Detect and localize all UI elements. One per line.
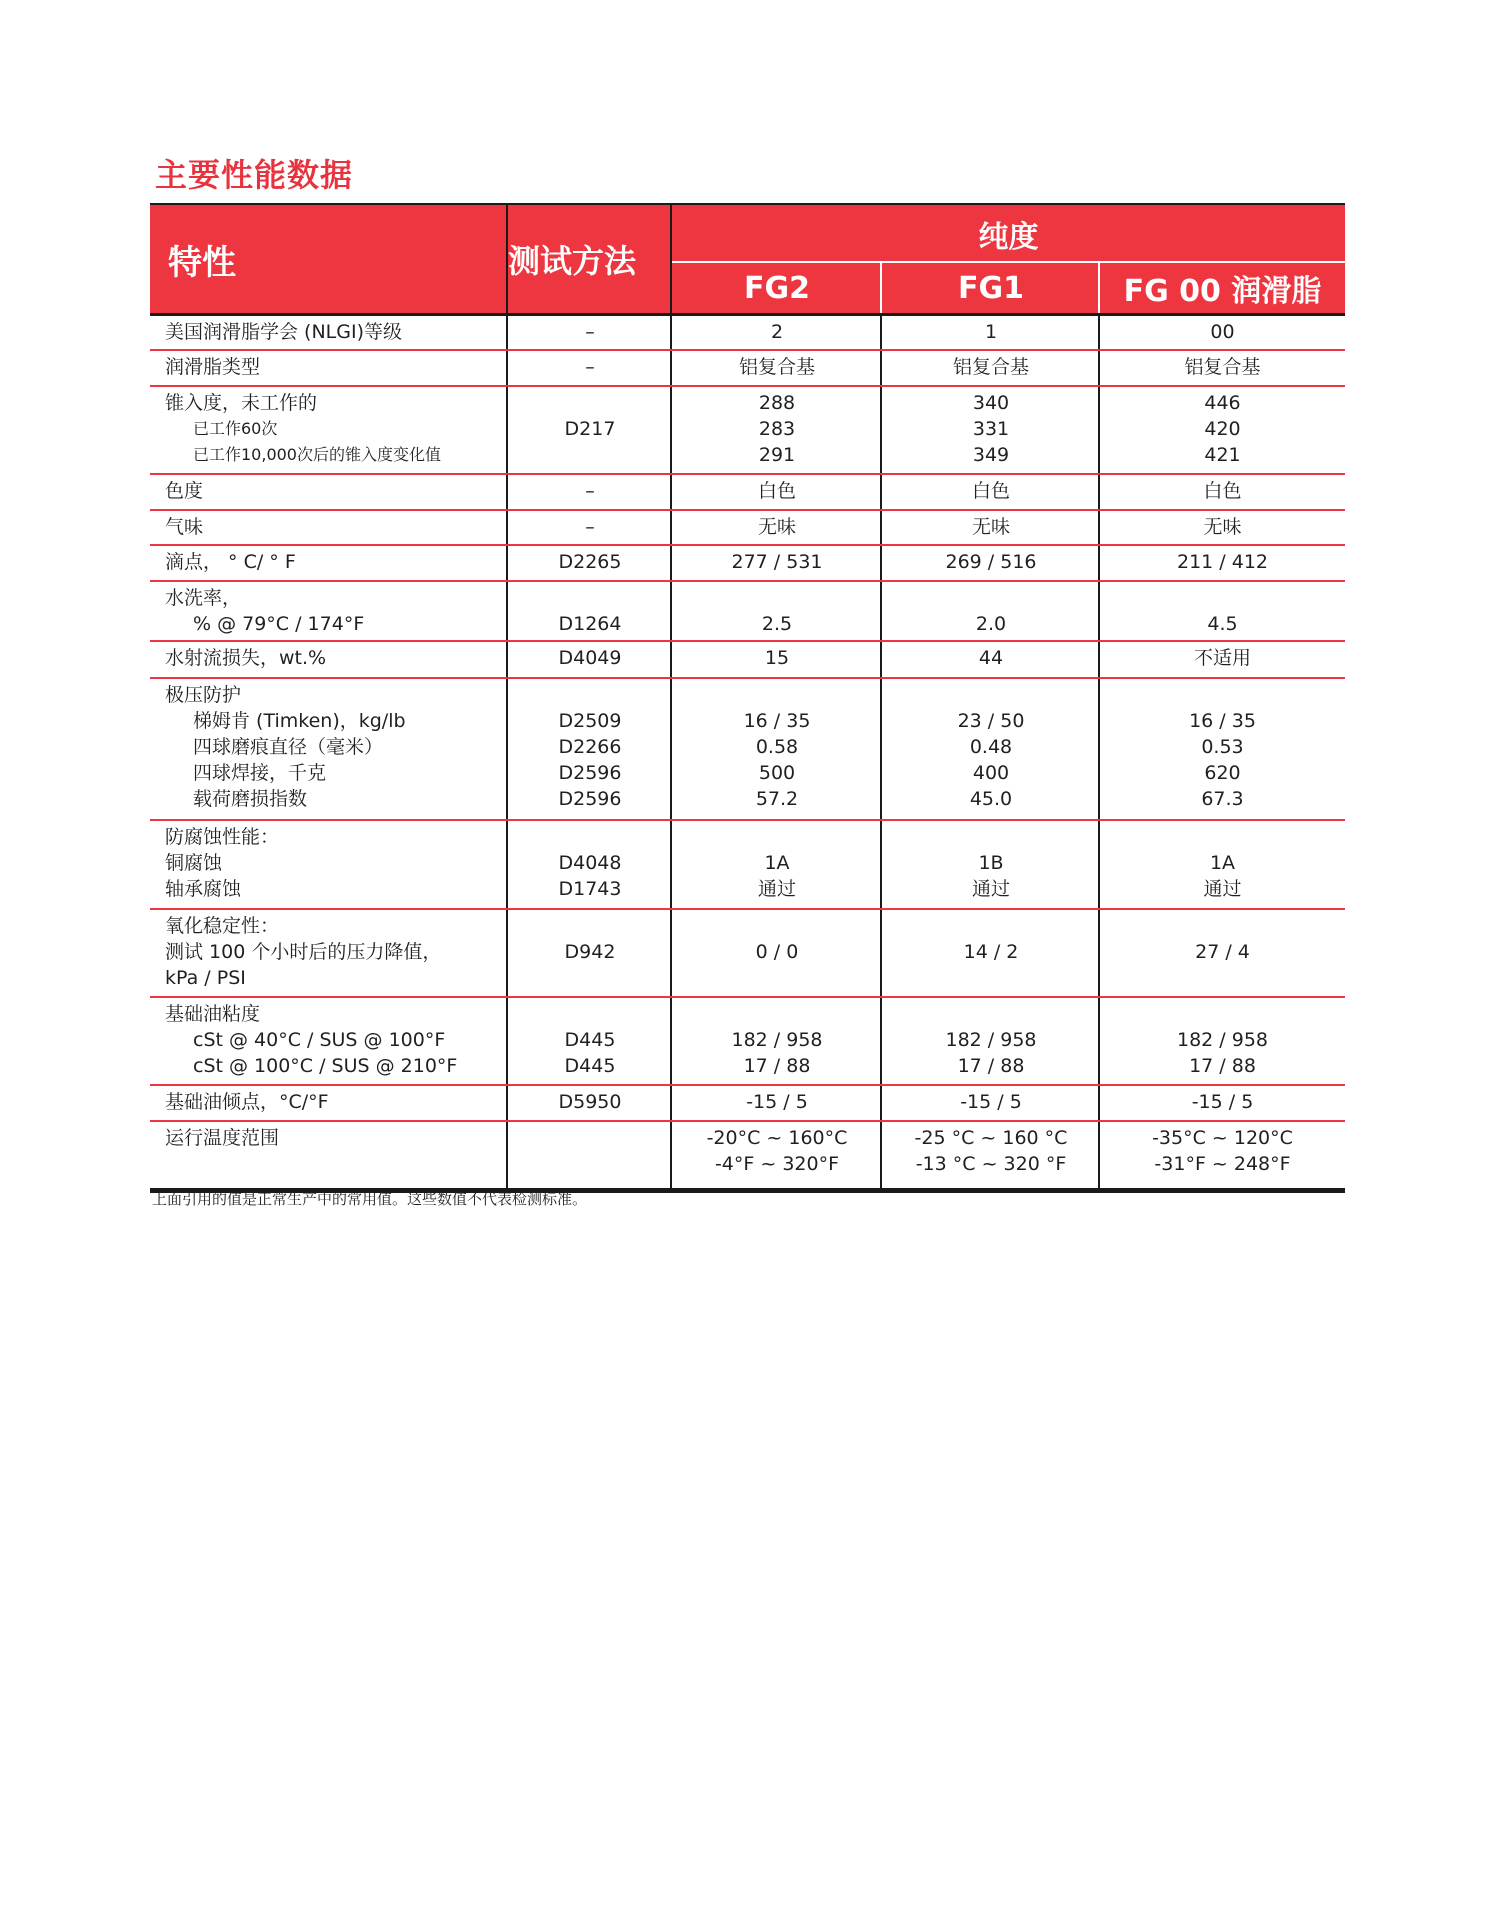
cell-text: -13 °C ~ 320 °F [915, 1153, 1067, 1175]
column-divider [1098, 511, 1100, 544]
header-fg1: FG1 [958, 270, 1024, 306]
cell-text: 283 [758, 418, 796, 440]
cell-text: 182 / 958 [1176, 1029, 1268, 1051]
cell-text: 1 [984, 321, 998, 343]
table-row [150, 910, 1345, 998]
fg1-cell [882, 642, 1100, 677]
cell-text: 运行温度范围 [165, 1127, 280, 1149]
cell-text: D217 [564, 418, 616, 440]
column-divider [880, 582, 882, 640]
fg2-cell [672, 351, 882, 385]
table-row [150, 351, 1345, 387]
cell-text: 无味 [1203, 516, 1242, 538]
cell-text: D1743 [558, 878, 622, 900]
cell-text: 气味 [165, 516, 204, 538]
cell-text: 0.48 [969, 736, 1013, 758]
cell-text [882, 913, 1100, 939]
table-row [150, 387, 1345, 475]
column-divider [1098, 387, 1100, 473]
column-divider [506, 475, 508, 509]
cell-text: 277 / 531 [731, 551, 823, 573]
method-cell [508, 642, 672, 677]
property-cell [165, 1122, 505, 1188]
cell-text: 基础油倾点，°C/°F [165, 1091, 329, 1113]
cell-text: 16 / 35 [743, 710, 811, 732]
table-row [150, 475, 1345, 511]
fg1-cell [882, 387, 1100, 473]
cell-text: 269 / 516 [945, 551, 1037, 573]
cell-text: D2596 [558, 788, 622, 810]
column-divider [880, 475, 882, 509]
header-test-method: 测试方法 [508, 242, 637, 280]
cell-text: 滴点， ° C/ ° F [165, 551, 296, 573]
fg2-cell [672, 316, 882, 349]
fg00-cell [1100, 582, 1345, 640]
column-divider [506, 821, 508, 908]
cell-text: D2266 [558, 736, 622, 758]
header-divider [880, 263, 882, 313]
cell-text: D445 [564, 1055, 616, 1077]
cell-text [882, 682, 1100, 708]
fg00-cell [1100, 511, 1345, 544]
cell-text: 基础油粘度 [165, 1003, 261, 1025]
column-divider [880, 387, 882, 473]
fg00-cell [1100, 387, 1345, 473]
cell-text: -25 °C ~ 160 °C [914, 1127, 1068, 1149]
column-divider [506, 910, 508, 996]
fg2-cell [672, 821, 882, 908]
fg1-cell [882, 582, 1100, 640]
header-divider [672, 261, 1345, 263]
cell-text: D4048 [558, 852, 622, 874]
fg00-cell [1100, 475, 1345, 509]
cell-text: 铜腐蚀 [165, 852, 223, 874]
cell-text: 0 / 0 [755, 941, 799, 963]
cell-text [882, 824, 1100, 850]
cell-text: 铝复合基 [738, 356, 815, 378]
column-divider [506, 316, 508, 349]
method-cell [508, 582, 672, 640]
table-row [150, 511, 1345, 546]
cell-text: 水洗率， [165, 587, 242, 609]
cell-text: 1B [978, 852, 1004, 874]
header-fg00: FG 00 润滑脂 [1123, 274, 1322, 309]
column-divider [880, 679, 882, 819]
column-divider [506, 351, 508, 385]
column-divider [670, 998, 672, 1084]
cell-text: 水射流损失，wt.% [165, 647, 327, 669]
cell-text [508, 1125, 672, 1151]
cell-text: -31°F ~ 248°F [1154, 1153, 1291, 1175]
header-divider [506, 205, 508, 313]
column-divider [1098, 546, 1100, 580]
column-divider [506, 511, 508, 544]
cell-text: 0.53 [1201, 736, 1244, 758]
cell-text: 23 / 50 [957, 710, 1025, 732]
column-divider [1098, 582, 1100, 640]
cell-text: % @ 79°C / 174°F [193, 613, 365, 635]
fg1-cell [882, 546, 1100, 580]
column-divider [1098, 679, 1100, 819]
cell-text: 421 [1204, 444, 1241, 466]
cell-text: 620 [1204, 762, 1241, 784]
cell-text [508, 1001, 672, 1027]
fg00-cell [1100, 679, 1345, 819]
cell-text: 色度 [165, 480, 204, 502]
column-divider [1098, 316, 1100, 349]
cell-text: 测试 100 个小时后的压力降值， [165, 941, 442, 963]
column-divider [506, 642, 508, 677]
cell-text: 1A [764, 852, 790, 874]
cell-text: 288 [758, 392, 796, 414]
table-header [150, 203, 1345, 316]
property-cell [165, 642, 505, 677]
cell-text: 轴承腐蚀 [165, 878, 242, 900]
cell-text: cSt @ 40°C / SUS @ 100°F [193, 1029, 446, 1051]
cell-text: 2.5 [761, 613, 793, 635]
cell-text: 17 / 88 [1189, 1055, 1256, 1077]
method-cell [508, 821, 672, 908]
cell-text: -4°F ~ 320°F [714, 1153, 840, 1175]
cell-text: 通过 [1203, 878, 1242, 900]
cell-text: 446 [1204, 392, 1241, 414]
column-divider [880, 821, 882, 908]
column-divider [670, 316, 672, 349]
cell-text [1100, 913, 1345, 939]
cell-text: D2596 [558, 762, 622, 784]
method-cell [508, 387, 672, 473]
cell-text: 2.0 [975, 613, 1007, 635]
cell-text [672, 913, 882, 939]
cell-text: 27 / 4 [1195, 941, 1250, 963]
cell-text: 白色 [1203, 480, 1242, 502]
column-divider [880, 998, 882, 1084]
property-cell [165, 1086, 505, 1120]
cell-text: 16 / 35 [1189, 710, 1256, 732]
column-divider [670, 582, 672, 640]
cell-text: 润滑脂类型 [165, 356, 261, 378]
cell-text [1100, 824, 1345, 850]
cell-text [508, 585, 672, 611]
column-divider [880, 316, 882, 349]
cell-text: 通过 [971, 878, 1010, 900]
cell-text: D4049 [558, 647, 622, 669]
cell-text: 349 [972, 444, 1010, 466]
cell-text [508, 682, 672, 708]
fg2-cell [672, 998, 882, 1084]
header-divider [1098, 263, 1100, 313]
cell-text: 四球焊接，千克 [193, 762, 327, 784]
cell-text [882, 965, 1100, 991]
property-cell [165, 351, 505, 385]
cell-text: – [585, 356, 595, 378]
column-divider [1098, 475, 1100, 509]
cell-text: 白色 [757, 480, 796, 502]
table-row [150, 316, 1345, 351]
method-cell [508, 475, 672, 509]
fg1-cell [882, 998, 1100, 1084]
cell-text [672, 682, 882, 708]
performance-data-table [150, 203, 1345, 1193]
fg1-cell [882, 511, 1100, 544]
property-cell [165, 679, 505, 819]
property-cell [165, 511, 505, 544]
cell-text: 67.3 [1201, 788, 1244, 810]
property-cell [165, 910, 505, 996]
table-row [150, 998, 1345, 1086]
cell-text [882, 585, 1100, 611]
cell-text: -15 / 5 [746, 1091, 808, 1113]
cell-text: 15 [764, 647, 790, 669]
column-divider [670, 679, 672, 819]
property-cell [165, 475, 505, 509]
fg00-cell [1100, 1122, 1345, 1188]
fg00-cell [1100, 642, 1345, 677]
column-divider [1098, 821, 1100, 908]
column-divider [506, 582, 508, 640]
cell-text: 极压防护 [165, 684, 242, 706]
column-divider [880, 1122, 882, 1188]
column-divider [880, 910, 882, 996]
column-divider [506, 387, 508, 473]
cell-text: 无味 [757, 516, 796, 538]
column-divider [670, 1122, 672, 1188]
cell-text [508, 390, 672, 416]
cell-text: D942 [564, 941, 616, 963]
table-row [150, 679, 1345, 821]
cell-text: kPa / PSI [165, 967, 246, 989]
cell-text: -15 / 5 [960, 1091, 1022, 1113]
fg00-cell [1100, 316, 1345, 349]
fg1-cell [882, 910, 1100, 996]
header-divider [670, 205, 672, 313]
table-row [150, 1122, 1345, 1193]
column-divider [506, 679, 508, 819]
column-divider [506, 1122, 508, 1188]
header-property: 特性 [168, 242, 236, 283]
column-divider [670, 546, 672, 580]
cell-text: cSt @ 100°C / SUS @ 210°F [193, 1055, 458, 1077]
cell-text: 00 [1210, 321, 1235, 343]
property-cell [165, 998, 505, 1084]
cell-text [1100, 585, 1345, 611]
fg2-cell [672, 910, 882, 996]
cell-text: 2 [770, 321, 784, 343]
fg1-cell [882, 316, 1100, 349]
column-divider [1098, 998, 1100, 1084]
cell-text: 211 / 412 [1176, 551, 1268, 573]
column-divider [880, 351, 882, 385]
cell-text [672, 965, 882, 991]
column-divider [1098, 642, 1100, 677]
cell-text: 锥入度，未工作的 [165, 392, 318, 414]
cell-text: 500 [758, 762, 796, 784]
property-cell [165, 387, 505, 473]
column-divider [506, 546, 508, 580]
column-divider [506, 1086, 508, 1120]
cell-text: D5950 [558, 1091, 622, 1113]
column-divider [670, 511, 672, 544]
property-cell [165, 582, 505, 640]
method-cell [508, 351, 672, 385]
fg00-cell [1100, 821, 1345, 908]
cell-text: 载荷磨损指数 [193, 788, 308, 810]
fg2-cell [672, 387, 882, 473]
cell-text [672, 824, 882, 850]
cell-text: 梯姆肯 (Timken)，kg/lb [193, 710, 406, 732]
column-divider [670, 642, 672, 677]
cell-text: 已工作10,000次后的锥入度变化值 [193, 445, 441, 464]
cell-text: 182 / 958 [945, 1029, 1037, 1051]
cell-text: 420 [1204, 418, 1241, 440]
method-cell [508, 546, 672, 580]
cell-text: 铝复合基 [952, 356, 1029, 378]
cell-text: 400 [972, 762, 1010, 784]
cell-text: 铝复合基 [1184, 356, 1261, 378]
cell-text: 白色 [971, 480, 1010, 502]
cell-text [508, 965, 672, 991]
method-cell [508, 316, 672, 349]
column-divider [506, 998, 508, 1084]
cell-text: 防腐蚀性能： [165, 826, 280, 848]
cell-text: 331 [972, 418, 1010, 440]
cell-text: 1A [1209, 852, 1236, 874]
cell-text: 291 [758, 444, 796, 466]
fg2-cell [672, 1122, 882, 1188]
method-cell [508, 1122, 672, 1188]
cell-text: 57.2 [755, 788, 799, 810]
fg00-cell [1100, 1086, 1345, 1120]
fg2-cell [672, 582, 882, 640]
cell-text: 无味 [971, 516, 1010, 538]
column-divider [670, 910, 672, 996]
fg00-cell [1100, 546, 1345, 580]
cell-text: D445 [564, 1029, 616, 1051]
cell-text: 四球磨痕直径（毫米） [193, 736, 384, 758]
header-fg2: FG2 [744, 270, 810, 306]
column-divider [880, 511, 882, 544]
table-row [150, 1086, 1345, 1122]
fg1-cell [882, 1122, 1100, 1188]
method-cell [508, 511, 672, 544]
cell-text: 已工作60次 [193, 419, 278, 438]
column-divider [670, 387, 672, 473]
cell-text [882, 1001, 1100, 1027]
cell-text: 44 [978, 647, 1004, 669]
fg1-cell [882, 475, 1100, 509]
cell-text: – [585, 516, 595, 538]
cell-text: D2265 [558, 551, 622, 573]
property-cell [165, 316, 505, 349]
column-divider [670, 1086, 672, 1120]
column-divider [880, 642, 882, 677]
method-cell [508, 1086, 672, 1120]
cell-text: 14 / 2 [963, 941, 1019, 963]
table-body [150, 316, 1345, 1193]
cell-text: D2509 [558, 710, 622, 732]
fg2-cell [672, 642, 882, 677]
table-row [150, 821, 1345, 910]
table-row [150, 582, 1345, 642]
method-cell [508, 679, 672, 819]
fg1-cell [882, 351, 1100, 385]
cell-text [672, 1001, 882, 1027]
cell-text: D1264 [558, 613, 622, 635]
column-divider [670, 351, 672, 385]
cell-text [508, 442, 672, 468]
fg2-cell [672, 511, 882, 544]
cell-text: -35°C ~ 120°C [1152, 1127, 1293, 1149]
fg1-cell [882, 679, 1100, 819]
column-divider [1098, 1122, 1100, 1188]
cell-text: 氧化稳定性： [165, 915, 280, 937]
cell-text [1100, 1001, 1345, 1027]
cell-text: 17 / 88 [957, 1055, 1025, 1077]
cell-text: -20°C ~ 160°C [706, 1127, 848, 1149]
fg1-cell [882, 1086, 1100, 1120]
cell-text: -15 / 5 [1191, 1091, 1254, 1113]
footnote: 上面引用的值是正常生产中的常用值。这些数值不代表检测标准。 [152, 1190, 588, 1208]
method-cell [508, 910, 672, 996]
cell-text: 45.0 [969, 788, 1013, 810]
table-row [150, 546, 1345, 582]
fg00-cell [1100, 998, 1345, 1084]
fg2-cell [672, 679, 882, 819]
cell-text: 340 [972, 392, 1010, 414]
page-title: 主要性能数据 [155, 156, 354, 194]
fg2-cell [672, 475, 882, 509]
property-cell [165, 821, 505, 908]
cell-text: 182 / 958 [731, 1029, 823, 1051]
column-divider [1098, 351, 1100, 385]
cell-text [672, 585, 882, 611]
cell-text: 0.58 [755, 736, 799, 758]
header-purity: 纯度 [978, 220, 1039, 255]
column-divider [880, 546, 882, 580]
property-cell [165, 546, 505, 580]
cell-text: 通过 [757, 878, 796, 900]
cell-text: – [585, 321, 595, 343]
fg00-cell [1100, 910, 1345, 996]
cell-text: 不适用 [1193, 647, 1251, 669]
cell-text [508, 824, 672, 850]
fg1-cell [882, 821, 1100, 908]
fg00-cell [1100, 351, 1345, 385]
cell-text [1100, 682, 1345, 708]
column-divider [1098, 1086, 1100, 1120]
column-divider [670, 475, 672, 509]
column-divider [1098, 910, 1100, 996]
cell-text: 17 / 88 [743, 1055, 811, 1077]
method-cell [508, 998, 672, 1084]
cell-text: 美国润滑脂学会 (NLGI)等级 [165, 321, 402, 343]
fg2-cell [672, 546, 882, 580]
column-divider [670, 821, 672, 908]
fg2-cell [672, 1086, 882, 1120]
cell-text [508, 913, 672, 939]
column-divider [880, 1086, 882, 1120]
table-row [150, 642, 1345, 679]
cell-text: 4.5 [1207, 613, 1238, 635]
cell-text: – [585, 480, 595, 502]
cell-text [1100, 965, 1345, 991]
